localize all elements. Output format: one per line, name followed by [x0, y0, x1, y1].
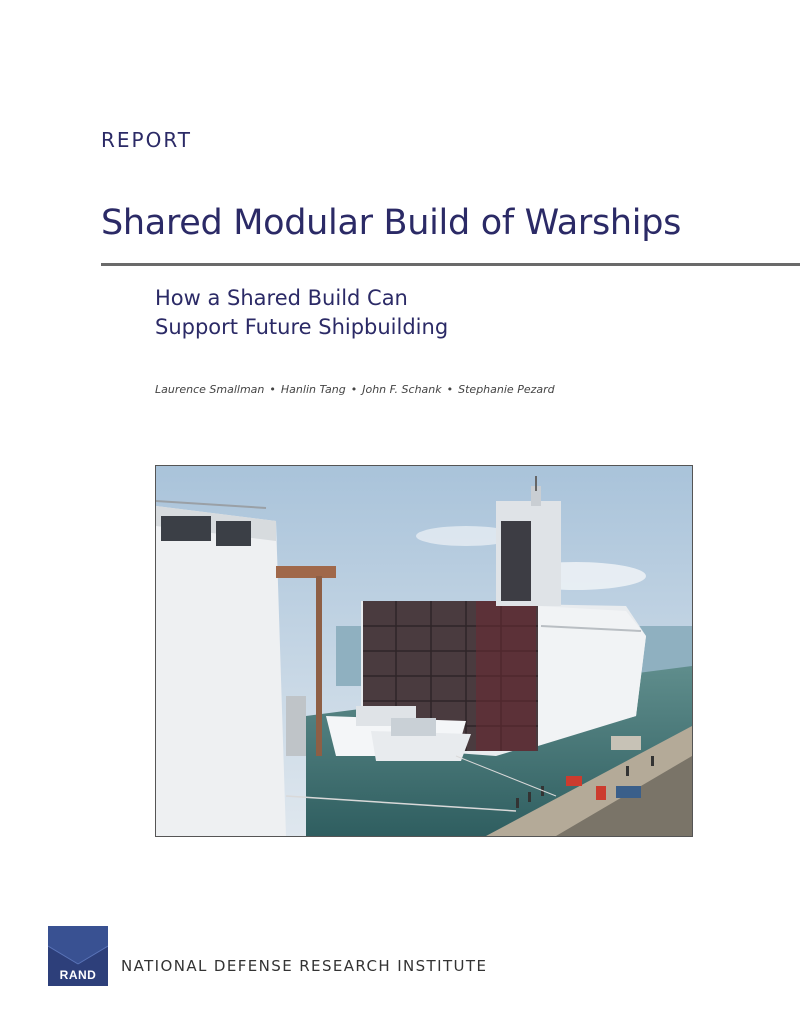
subtitle-line-2: Support Future Shipbuilding [155, 315, 449, 339]
author-name: Hanlin Tang [280, 383, 346, 396]
shipyard-photo-icon [156, 466, 692, 836]
cover-photo [155, 465, 693, 837]
institute-name: NATIONAL DEFENSE RESEARCH INSTITUTE [121, 957, 488, 975]
title-divider [101, 263, 800, 266]
rand-logo-text: RAND [59, 968, 97, 982]
subtitle-line-1: How a Shared Build Can [155, 286, 408, 310]
author-separator: • [269, 383, 276, 396]
author-name: Stephanie Pezard [458, 383, 555, 396]
author-separator: • [446, 383, 454, 396]
page-title: Shared Modular Build of Warships [101, 203, 682, 243]
rand-logo [48, 926, 108, 986]
author-name: John F. Schank [362, 383, 442, 396]
author-name: Laurence Smallman [155, 383, 265, 396]
author-separator: • [350, 383, 358, 396]
author-list [155, 383, 555, 396]
subtitle [155, 284, 448, 342]
report-label: REPORT [101, 128, 192, 152]
